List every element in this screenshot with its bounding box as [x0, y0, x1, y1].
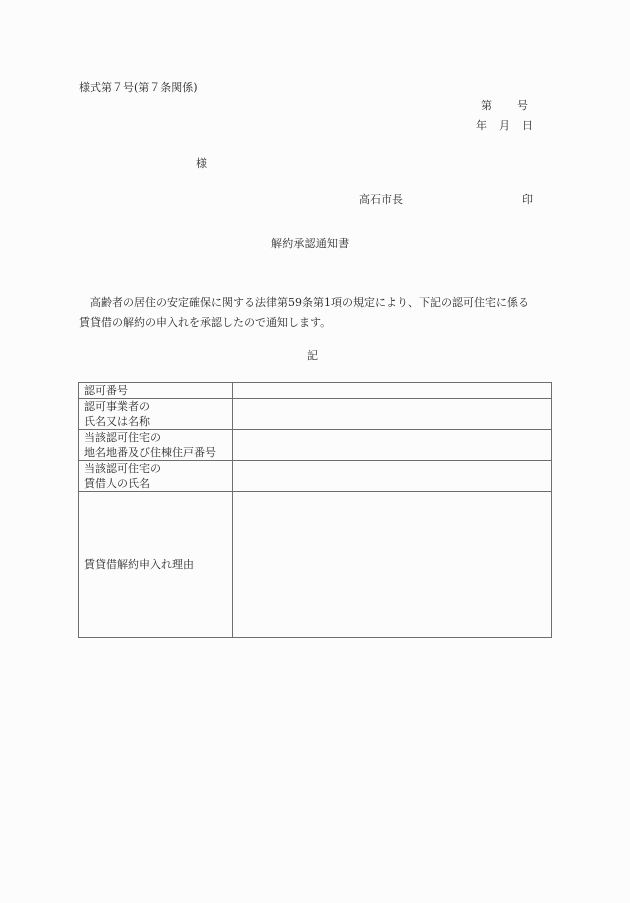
label-text: 賃貸借解約申入れ理由 [84, 558, 194, 571]
date-month: 月 [499, 119, 510, 132]
label-text: 地名地番及び住棟住戸番号 [84, 446, 216, 459]
table-row [79, 461, 552, 492]
label-text: 氏名又は名称 [84, 415, 150, 428]
row-label-operator-name [79, 399, 233, 430]
addressee-honorific: 様 [196, 157, 207, 170]
doc-number-suffix: 号 [517, 99, 528, 112]
label-text: 当該認可住宅の [84, 462, 161, 475]
label-text: 認可番号 [84, 384, 128, 397]
termination-reason-field[interactable] [233, 492, 552, 638]
body-paragraph [79, 293, 559, 333]
label-text: 認可事業者の [84, 400, 150, 413]
label-text: 賃借人の氏名 [84, 477, 150, 490]
row-label-tenant-name [79, 461, 233, 492]
record-table [78, 382, 552, 638]
document-number [481, 99, 528, 113]
table-row [79, 399, 552, 430]
table-row [79, 383, 552, 399]
document-title: 解約承認通知書 [271, 237, 350, 250]
operator-name-field[interactable] [233, 399, 552, 430]
ki-heading: 記 [307, 349, 318, 362]
row-label-termination-reason [79, 492, 233, 638]
form-number: 様式第７号(第７条関係) [79, 81, 198, 94]
row-label-housing-address [79, 430, 233, 461]
date-year: 年 [476, 119, 487, 132]
doc-number-prefix: 第 [481, 99, 492, 112]
table-row [79, 492, 552, 638]
permit-number-field[interactable] [233, 383, 552, 399]
document-date [476, 119, 533, 133]
issuer-name: 高石市長 [359, 193, 403, 206]
body-line: 賃貸借の解約の申入れを承認したので通知します。 [79, 316, 332, 329]
label-text: 当該認可住宅の [84, 431, 161, 444]
table-row [79, 430, 552, 461]
row-label-permit-number [79, 383, 233, 399]
tenant-name-field[interactable] [233, 461, 552, 492]
seal-mark: 印 [522, 193, 533, 206]
date-day: 日 [522, 119, 533, 132]
body-line: 高齢者の居住の安定確保に関する法律第59条第1項の規定により、下記の認可住宅に係る [79, 296, 529, 309]
housing-address-field[interactable] [233, 430, 552, 461]
